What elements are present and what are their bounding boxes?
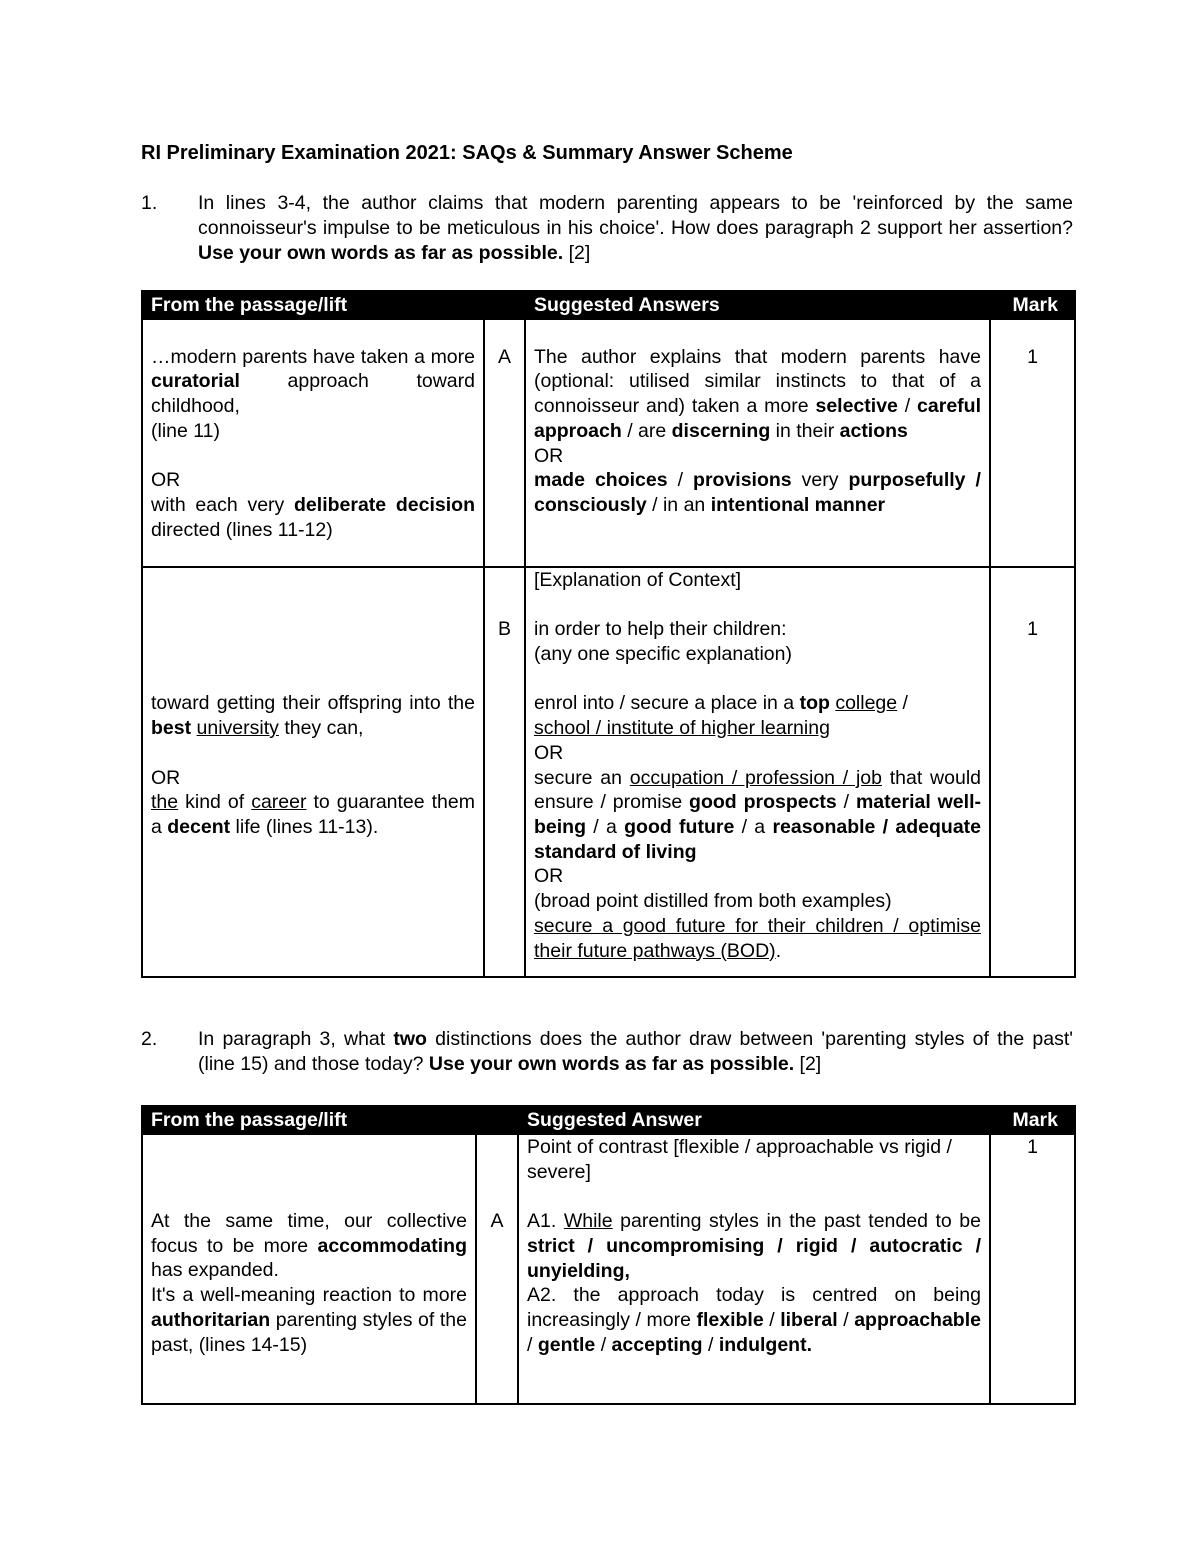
answer-context: Point of contrast [flexible / approachable vs rigid / severe] xyxy=(527,1136,952,1183)
passage-keyword: curatorial xyxy=(151,370,240,393)
answer-keyword: liberal xyxy=(780,1308,838,1331)
question-text xyxy=(198,1027,1073,1077)
answer-underlined: school / institute of higher learning xyxy=(534,717,830,740)
answer-underlined: secure a good future for their children / optimise their future pathways (BOD) xyxy=(534,914,981,962)
answer-keyword: intentional manner xyxy=(710,493,886,516)
table-row xyxy=(142,1134,1075,1404)
answer-context: [Explanation of Context] xyxy=(534,569,742,591)
passage-text: approach toward childhood, xyxy=(151,370,475,418)
question-number: 1. xyxy=(141,192,158,214)
mark-cell xyxy=(990,567,1075,977)
passage-text: directed (lines 11-12) xyxy=(151,518,333,541)
answer-keyword: made choices xyxy=(534,469,668,492)
question-instruction: Use your own words as far as possible. xyxy=(428,1053,795,1075)
answer-keyword: reasonable / adequate standard of living xyxy=(534,816,981,863)
answer-cell xyxy=(525,319,990,567)
question-1 xyxy=(141,191,1073,266)
question-prompt: distinctions does the author draw between 'parenting styles of the past' (line 15) and those today? xyxy=(198,1028,1073,1075)
passage-text: At the same time, our collective focus to be more xyxy=(151,1210,467,1257)
question-instruction: Use your own words as far as possible. xyxy=(198,242,564,264)
answer-text: enrol into / secure a place in a xyxy=(534,692,800,715)
mark-value: 1 xyxy=(1027,618,1038,641)
passage-text: with each very xyxy=(151,493,295,516)
answer-keyword: good future xyxy=(624,816,735,838)
answer-text: that would ensure / promise xyxy=(534,766,981,814)
or-label: OR xyxy=(534,865,564,888)
passage-underlined: university xyxy=(196,717,279,740)
row-label: B xyxy=(497,618,511,641)
answer-text: / a xyxy=(734,816,773,838)
answer-keyword: top xyxy=(799,692,830,715)
answer-keyword: provisions xyxy=(693,469,792,492)
passage-text: life (lines 11-13). xyxy=(230,815,379,838)
answer-keyword: purposefully / consciously xyxy=(534,469,981,516)
header-passage: From the passage/lift xyxy=(142,291,525,319)
answer-text: / xyxy=(763,1308,781,1331)
answer-underlined: While xyxy=(563,1210,613,1233)
table-header-row xyxy=(142,291,1075,319)
answer-table-1 xyxy=(141,290,1076,978)
answer-underlined: college xyxy=(835,692,898,715)
or-label: OR xyxy=(534,444,564,467)
passage-cell xyxy=(142,567,484,977)
answer-keyword: strict / uncompromising / rigid / autocratic / unyielding, xyxy=(527,1234,981,1282)
answer-keyword: approachable xyxy=(854,1308,981,1331)
row-label: A xyxy=(497,345,511,368)
or-label: OR xyxy=(151,469,181,492)
header-passage: From the passage/lift xyxy=(142,1106,518,1134)
answer-text: in order to help their children: xyxy=(534,618,787,641)
question-2 xyxy=(141,1027,1073,1077)
passage-text: they can, xyxy=(278,717,364,740)
question-prompt: In lines 3-4, the author claims that modern parenting appears to be 'reinforced by the same connoisseur's impulse to be meticulous in his choice'. How does paragraph 2 support her assertion? xyxy=(198,192,1073,239)
row-label-cell xyxy=(476,1134,518,1404)
answer-text: / xyxy=(667,469,694,492)
passage-text: to guarantee them a xyxy=(151,791,475,838)
answer-text: / xyxy=(595,1333,612,1356)
passage-keyword: deliberate decision xyxy=(294,493,475,516)
answer-cell xyxy=(525,567,990,977)
question-keyword: two xyxy=(393,1028,427,1050)
or-label: OR xyxy=(534,741,564,764)
header-mark: Mark xyxy=(990,291,1075,319)
answer-text: parenting styles in the past tended to be xyxy=(612,1210,982,1233)
passage-text: …modern parents have taken a more xyxy=(151,345,475,368)
table-row xyxy=(142,567,1075,977)
row-label-cell xyxy=(484,319,525,567)
passage-reference: (line 11) xyxy=(151,419,221,442)
answer-text: The author explains that modern parents have (optional: utilised similar instincts to that of a connoisseur and) taken a more xyxy=(534,345,981,418)
mark-value: 1 xyxy=(1027,345,1038,368)
question-number: 2. xyxy=(141,1028,158,1050)
table-header-row xyxy=(142,1106,1075,1134)
header-answers: Suggested Answers xyxy=(525,291,990,319)
answer-keyword: gentle xyxy=(537,1333,596,1356)
page-title: RI Preliminary Examination 2021: SAQs & Summary Answer Scheme xyxy=(141,142,793,164)
answer-text: / xyxy=(702,1333,719,1356)
passage-keyword: best xyxy=(151,717,192,740)
answer-text: / xyxy=(527,1333,538,1356)
answer-keyword: selective xyxy=(815,395,898,418)
passage-text: parenting styles of the past, (lines 14-15) xyxy=(151,1308,467,1356)
table-row xyxy=(142,319,1075,567)
answer-keyword: good prospects xyxy=(689,791,837,814)
passage-underlined: the xyxy=(151,791,179,814)
passage-keyword: authoritarian xyxy=(151,1308,271,1331)
question-text xyxy=(198,191,1073,266)
question-prompt: In paragraph 3, what xyxy=(198,1028,394,1050)
passage-cell xyxy=(142,319,484,567)
answer-keyword: discerning xyxy=(671,419,771,442)
answer-text: / xyxy=(837,1308,855,1331)
answer-text: / a xyxy=(586,816,625,838)
answer-text: A1. xyxy=(527,1210,564,1233)
answer-text: A2. the approach today is centred on being increasingly / more xyxy=(527,1284,981,1331)
passage-cell xyxy=(142,1134,476,1404)
row-label-cell xyxy=(484,567,525,977)
answer-text: (any one specific explanation) xyxy=(534,643,792,666)
passage-text: toward getting their offspring into the xyxy=(151,692,475,715)
answer-text: in their xyxy=(770,419,840,442)
answer-text: / xyxy=(836,791,856,814)
mark-value: 1 xyxy=(1027,1136,1038,1158)
answer-cell xyxy=(518,1134,990,1404)
answer-underlined: occupation / profession / job xyxy=(629,766,882,789)
mark-cell xyxy=(990,319,1075,567)
row-label: A xyxy=(490,1210,504,1233)
header-answers: Suggested Answer xyxy=(518,1106,990,1134)
passage-keyword: accommodating xyxy=(317,1234,467,1257)
passage-keyword: decent xyxy=(167,815,231,838)
passage-text: has expanded. xyxy=(151,1259,279,1282)
answer-text: . xyxy=(775,939,782,962)
question-marks: [2] xyxy=(799,1053,822,1075)
answer-text: / are xyxy=(621,419,672,442)
answer-keyword: accepting xyxy=(611,1333,703,1356)
header-mark: Mark xyxy=(990,1106,1075,1134)
answer-text: (broad point distilled from both examples) xyxy=(534,890,892,913)
answer-text: / xyxy=(897,395,918,418)
answer-text: / in an xyxy=(646,493,711,516)
passage-text: It's a well-meaning reaction to more xyxy=(151,1284,467,1307)
or-label: OR xyxy=(151,766,181,789)
answer-keyword: careful approach xyxy=(534,395,981,442)
answer-text: very xyxy=(791,469,849,492)
mark-cell xyxy=(990,1134,1075,1404)
answer-table-2 xyxy=(141,1105,1076,1405)
passage-underlined: career xyxy=(251,791,307,814)
passage-text: kind of xyxy=(178,791,252,814)
answer-text: / xyxy=(897,692,908,715)
question-marks: [2] xyxy=(568,242,591,264)
answer-keyword: flexible xyxy=(696,1308,764,1331)
answer-keyword: actions xyxy=(839,419,908,442)
answer-text: secure an xyxy=(534,766,630,789)
answer-keyword: material well-being xyxy=(534,791,981,838)
answer-keyword: indulgent. xyxy=(718,1333,812,1356)
